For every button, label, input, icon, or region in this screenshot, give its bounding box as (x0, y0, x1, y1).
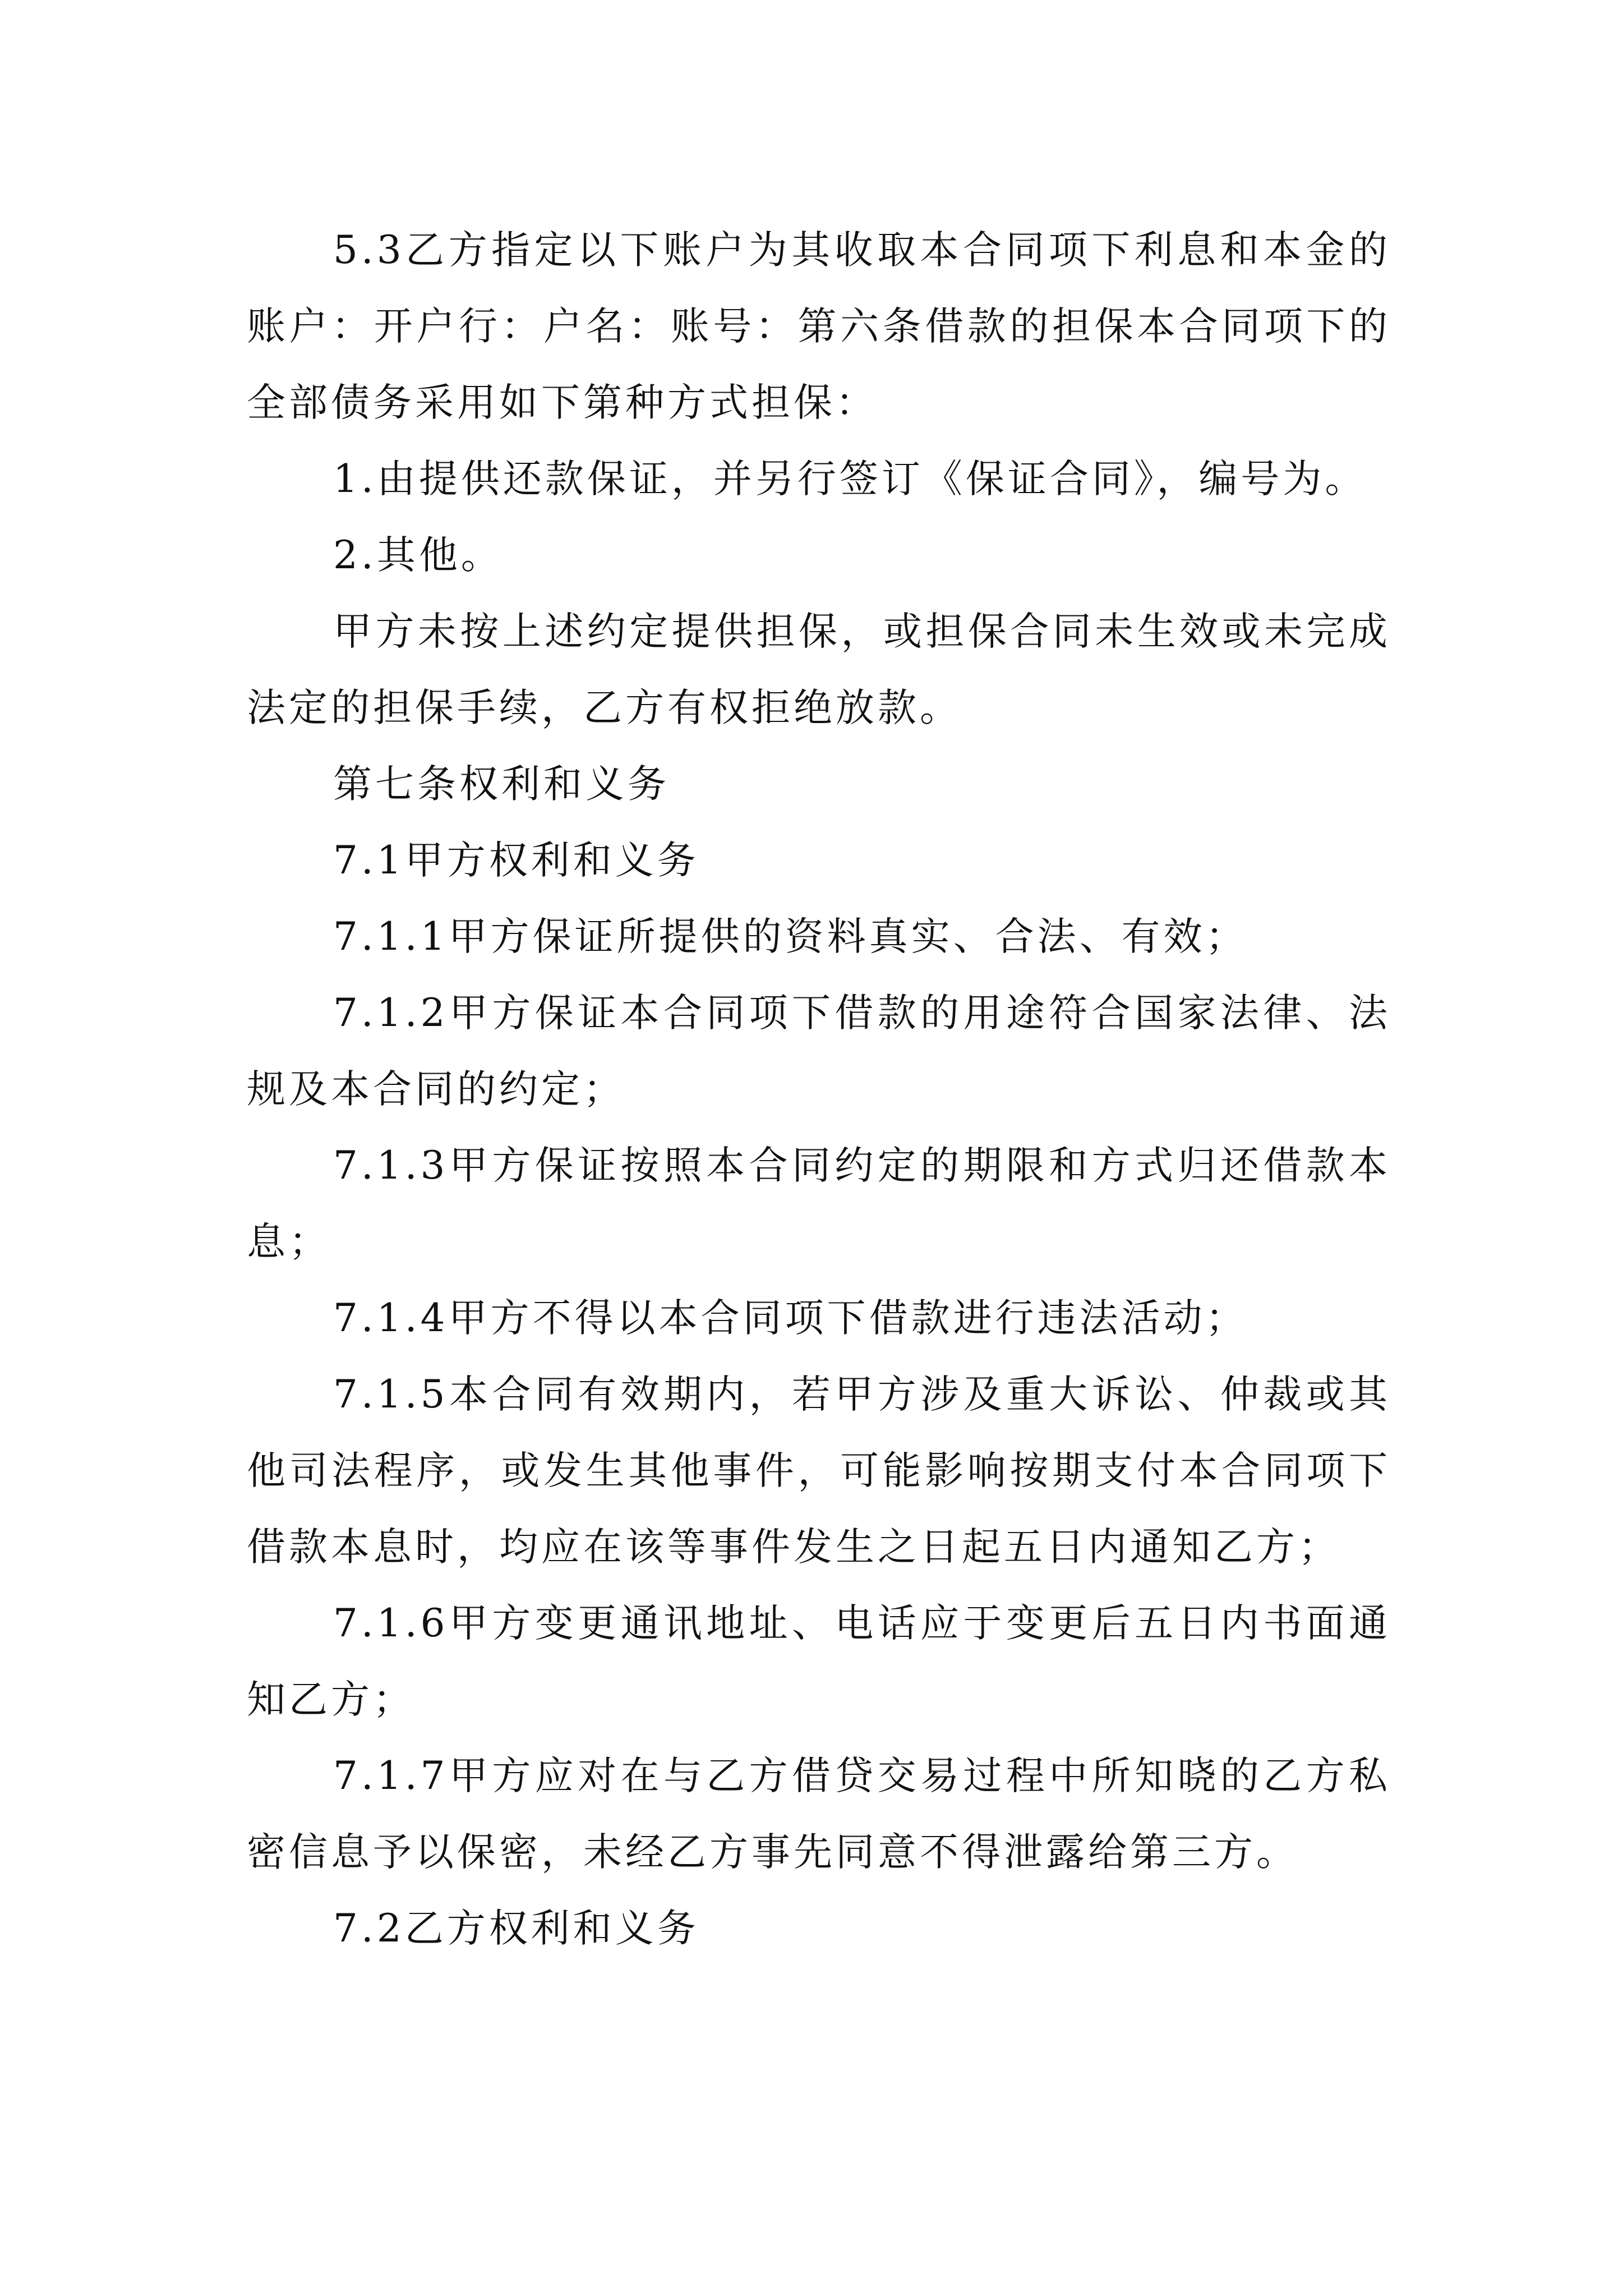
clause-7-1-6: 7.1.6甲方变更通讯地址、电话应于变更后五日内书面通知乙方； (247, 1601, 1391, 1722)
section-7-2-heading: 7.2乙方权利和义务 (333, 1906, 699, 1951)
contract-body (247, 212, 1391, 1967)
paragraph-guarantee-failure: 甲方未按上述约定提供担保，或担保合同未生效或未完成法定的担保手续，乙方有权拒绝放款。 (247, 609, 1391, 730)
section-7-1-heading: 7.1甲方权利和义务 (333, 838, 699, 883)
paragraph-5-3-account: 5.3乙方指定以下账户为其收取本合同项下利息和本金的账户：开户行：户名：账号：第六条借款的担保本合同项下的全部债务采用如下第种方式担保： (247, 228, 1391, 425)
clause-7-1-1: 7.1.1甲方保证所提供的资料真实、合法、有效； (333, 914, 1248, 959)
paragraph-guarantee-option-1: 1.由提供还款保证，并另行签订《保证合同》，编号为。 (333, 457, 1367, 501)
clause-7-1-3: 7.1.3甲方保证按照本合同约定的期限和方式归还借款本息； (247, 1143, 1391, 1264)
clause-7-1-2: 7.1.2甲方保证本合同项下借款的用途符合国家法律、法规及本合同的约定； (247, 991, 1391, 1112)
article-7-heading: 第七条权利和义务 (333, 762, 670, 807)
clause-7-1-7: 7.1.7甲方应对在与乙方借贷交易过程中所知晓的乙方私密信息予以保密，未经乙方事先同意不得泄露给第三方。 (247, 1754, 1391, 1875)
clause-7-1-4: 7.1.4甲方不得以本合同项下借款进行违法活动； (333, 1296, 1248, 1341)
paragraph-guarantee-option-2: 2.其他。 (333, 533, 503, 578)
clause-7-1-5: 7.1.5本合同有效期内，若甲方涉及重大诉讼、仲裁或其他司法程序，或发生其他事件，可能影响按期支付本合同项下借款本息时，均应在该等事件发生之日起五日内通知乙方； (247, 1372, 1391, 1570)
